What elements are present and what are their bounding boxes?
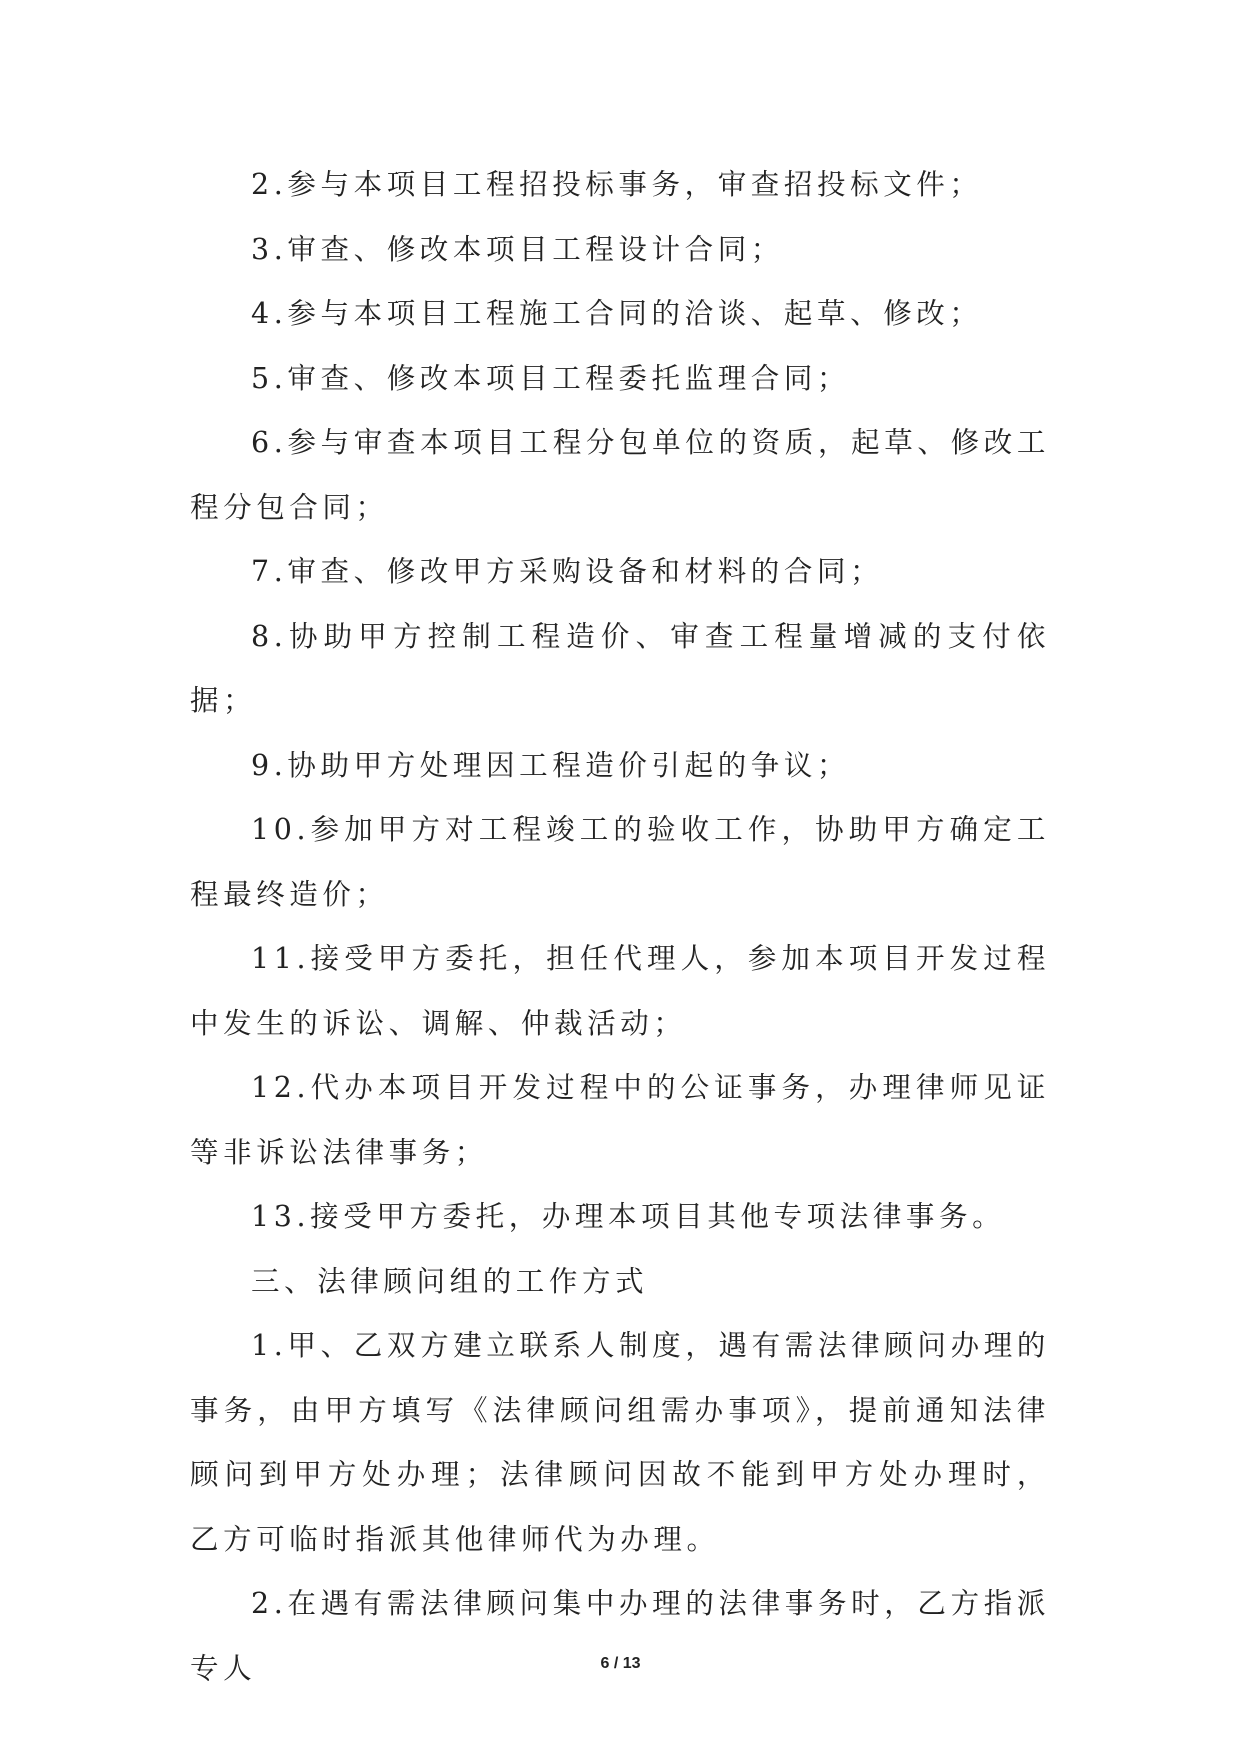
paragraph-item-6: 6.参与审查本项目工程分包单位的资质，起草、修改工程分包合同； — [190, 426, 1050, 524]
paragraph-item-3: 3.审查、修改本项目工程设计合同； — [251, 232, 784, 266]
paragraph-item-13: 13.接受甲方委托，办理本项目其他专项法律事务。 — [251, 1200, 1006, 1233]
section-heading: 三、法律顾问组的工作方式 — [251, 1264, 649, 1298]
page-number: 6 / 13 — [600, 1655, 641, 1672]
paragraph-item-8: 8.协助甲方控制工程造价、审查工程量增减的支付依据； — [190, 619, 1050, 717]
document-body — [190, 153, 1050, 1701]
paragraph-item-5: 5.审查、修改本项目工程委托监理合同； — [251, 361, 851, 395]
paragraph-item-11: 11.接受甲方委托，担任代理人，参加本项目开发过程中发生的诉讼、调解、仲裁活动； — [190, 942, 1050, 1040]
paragraph-item-10: 10.参加甲方对工程竣工的验收工作，协助甲方确定工程最终造价； — [190, 813, 1050, 911]
paragraph-method-2: 2.在遇有需法律顾问集中办理的法律事务时，乙方指派专人 — [190, 1587, 1050, 1685]
paragraph-item-9: 9.协助甲方处理因工程造价引起的争议； — [251, 748, 851, 782]
paragraph-method-1: 1.甲、乙双方建立联系人制度，遇有需法律顾问办理的事务，由甲方填写《法律顾问组需办事项》，提前通知法律顾问到甲方处办理；法律顾问因故不能到甲方处办理时，乙方可临时指派其他律师代为办理。 — [190, 1329, 1050, 1556]
paragraph-item-2: 2.参与本项目工程招投标事务，审查招投标文件； — [251, 168, 983, 201]
paragraph-item-12: 12.代办本项目开发过程中的公证事务，办理律师见证等非诉讼法律事务； — [190, 1071, 1050, 1169]
paragraph-item-4: 4.参与本项目工程施工合同的洽谈、起草、修改； — [251, 297, 983, 330]
paragraph-item-7: 7.审查、修改甲方采购设备和材料的合同； — [251, 555, 884, 588]
